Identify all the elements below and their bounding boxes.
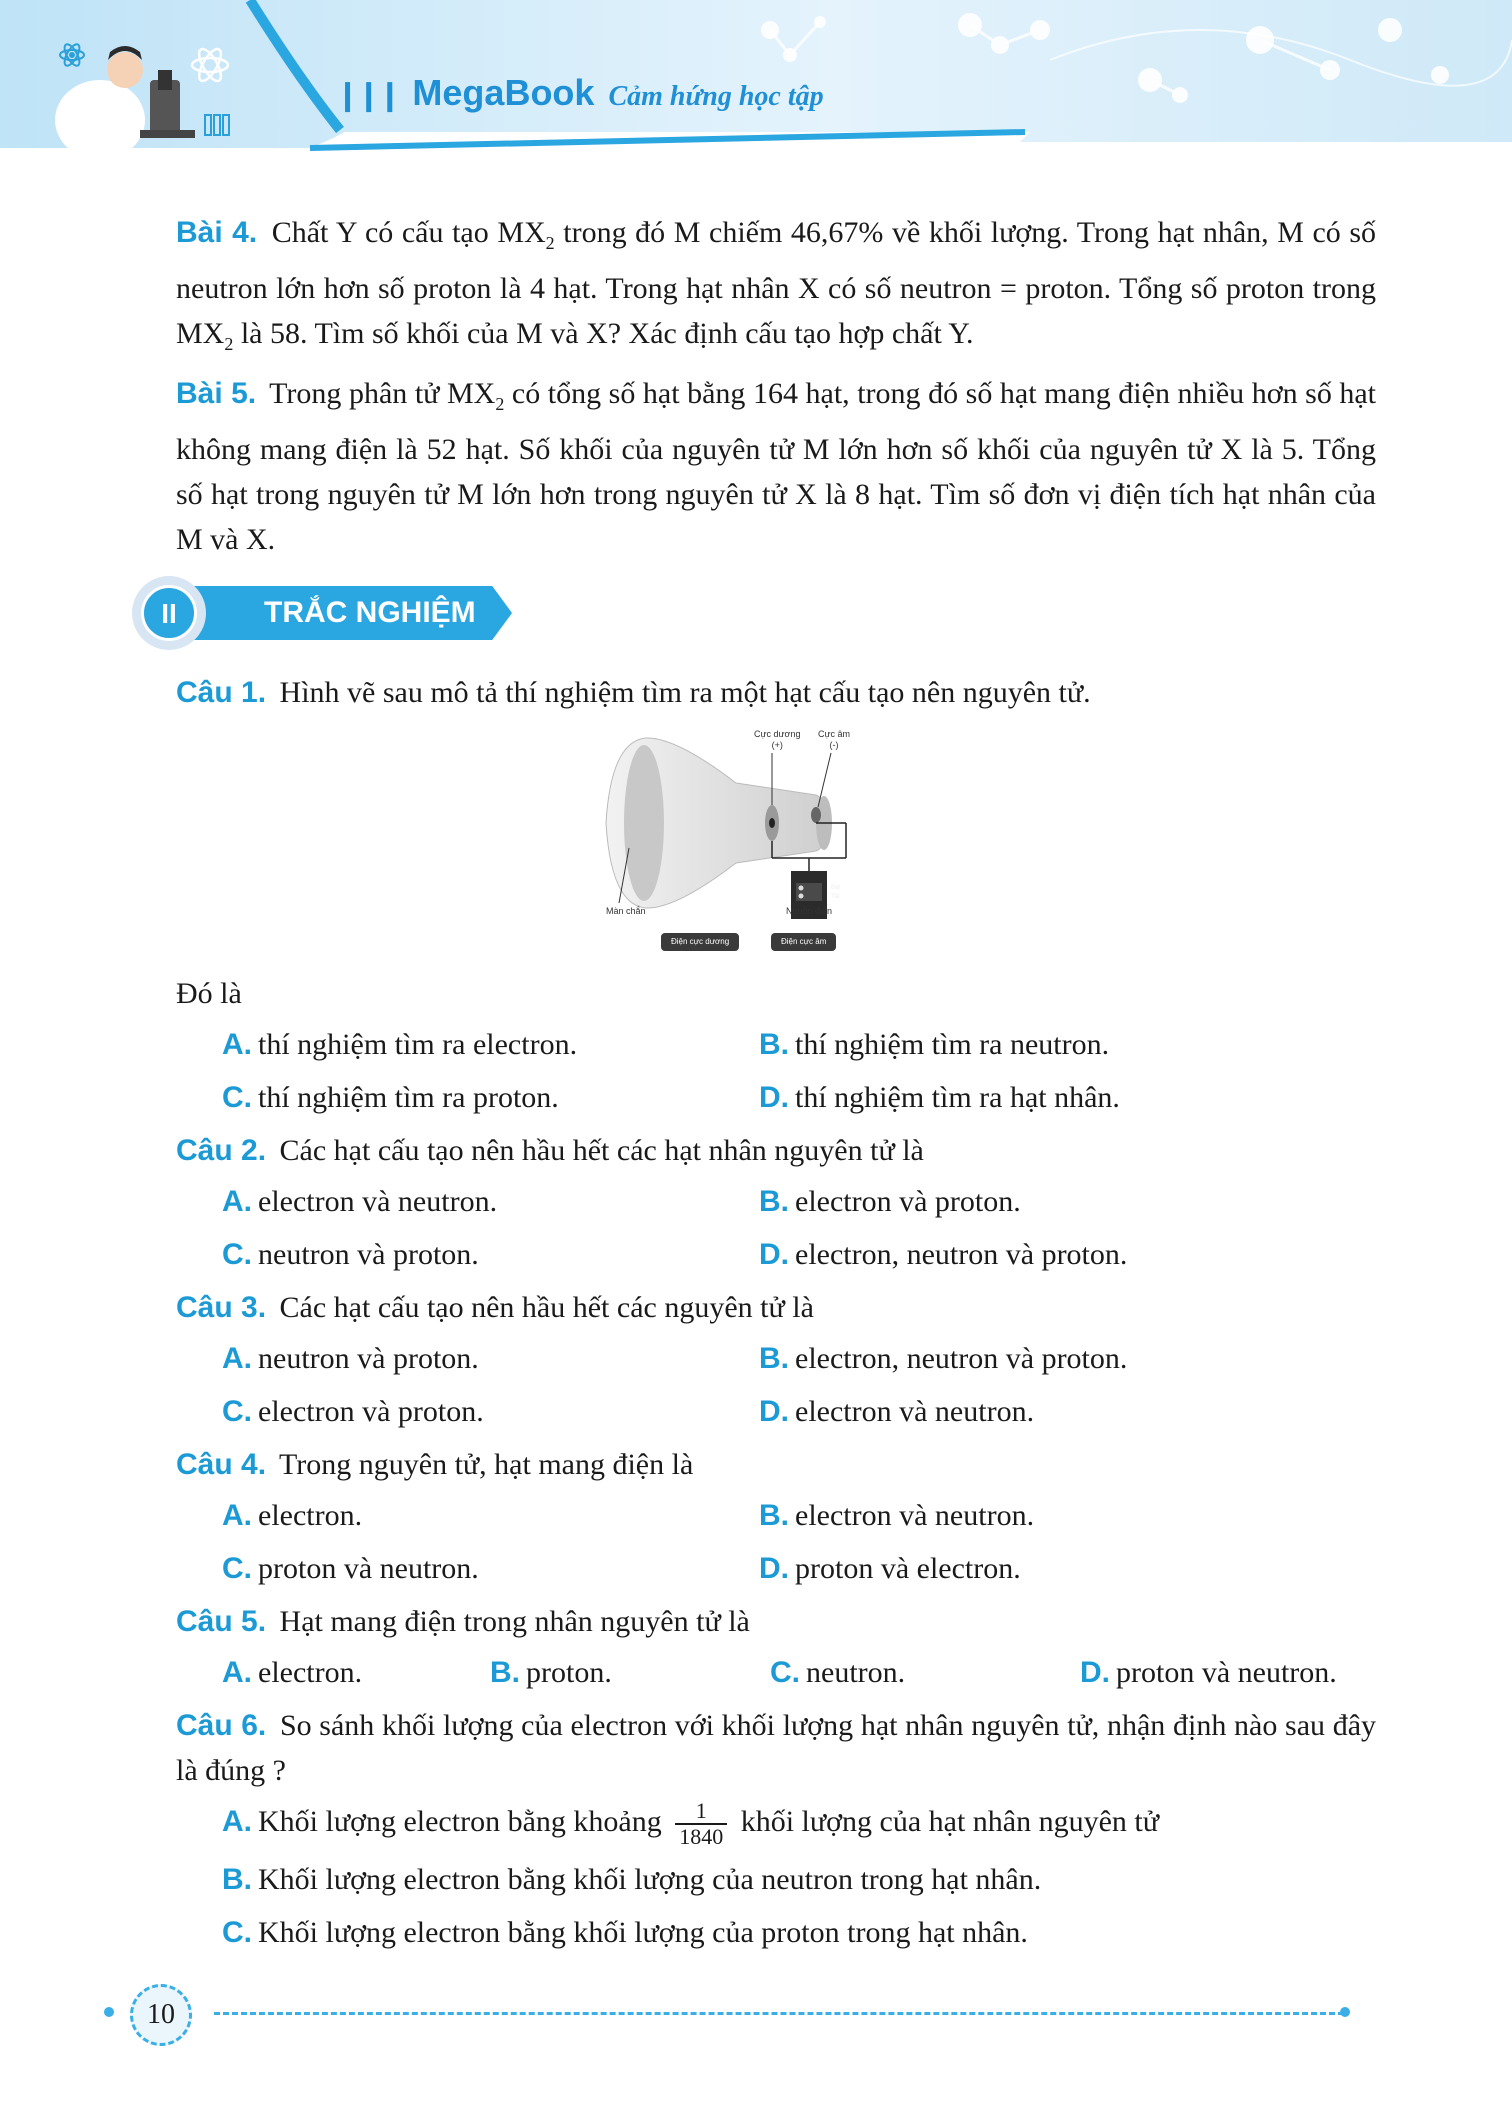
exercise-text: là 58. Tìm số khối của M và X? Xác định cấu tạo hợp chất Y. <box>240 317 974 350</box>
option-c[interactable]: C. electron và proton. <box>222 1395 484 1428</box>
option-b[interactable]: B. thí nghiệm tìm ra neutron. <box>759 1028 1110 1061</box>
brand-logo <box>335 72 824 114</box>
cathode-ray-tube-illustration <box>586 723 966 963</box>
switch-off-label: Tắt <box>831 894 840 900</box>
question-1 <box>176 670 1376 1120</box>
option-a[interactable]: A. electron. <box>222 1499 363 1532</box>
answer-options <box>176 1022 1376 1120</box>
formula <box>446 377 505 414</box>
option-c[interactable]: C. thí nghiệm tìm ra proton. <box>222 1081 559 1114</box>
exercise-text: Trong phân tử <box>269 377 440 410</box>
brand-bars-icon: ❙❙❙ <box>335 78 399 113</box>
question-label: Câu 1. <box>176 676 267 709</box>
formula-base: MX <box>446 377 496 410</box>
question-text: Các hạt cấu tạo nên hầu hết các nguyên tử là <box>279 1291 814 1324</box>
formula <box>497 216 555 253</box>
option-b[interactable]: B. electron, neutron và proton. <box>759 1342 1128 1375</box>
exercise-label: Bài 4. <box>176 216 258 249</box>
option-d[interactable]: D. proton và electron. <box>759 1552 1021 1585</box>
switch-on-label: Bật <box>831 885 841 891</box>
answer-options <box>176 1493 1376 1591</box>
answer-options <box>176 1799 1376 1955</box>
question-label: Câu 4. <box>176 1448 267 1481</box>
option-c[interactable]: C. proton và neutron. <box>222 1552 479 1585</box>
exercise-bai-5 <box>176 371 1376 562</box>
option-b[interactable]: B. proton. <box>490 1656 612 1689</box>
question-stem <box>176 1599 1376 1644</box>
option-a[interactable]: A. electron và neutron. <box>222 1185 498 1218</box>
question-stem <box>176 1285 1376 1330</box>
exercise-text: trong đó M chiếm 46,67% về khối lượng. Trong hạt nhân, M có số neutron lớn hơn số proton là 4 hạt. Trong hạt nhân X có số neutron = proton. Tổng số proton trong <box>176 216 1377 305</box>
section-number-badge <box>132 576 206 650</box>
option-d[interactable]: D. thí nghiệm tìm ra hạt nhân. <box>759 1081 1120 1114</box>
question-text: Hạt mang điện trong nhân nguyên tử là <box>279 1605 750 1638</box>
footer-dot-icon <box>104 2007 114 2017</box>
question-2 <box>176 1128 1376 1277</box>
exercise-text: có tổng số hạt bằng 164 hạt, trong đó số hạt mang điện nhiều hơn số hạt không mang điện là 52 hạt. Số khối của nguyên tử M lớn hơn số khối của nguyên tử X là 5. Tổng số hạt trong nguyên tử M lớn hơn trong nguyên tử X là 8 hạt. Tìm số đơn vị điện tích hạt nhân của M và X. <box>176 377 1377 556</box>
question-6 <box>176 1703 1376 1955</box>
exercise-label: Bài 5. <box>176 377 257 410</box>
option-b[interactable]: B. electron và proton. <box>759 1185 1021 1218</box>
formula-base: MX <box>497 216 546 249</box>
option-a[interactable]: A. electron. <box>222 1656 363 1689</box>
exercise-bai-4 <box>176 210 1376 367</box>
section-heading <box>132 576 1376 664</box>
page-content <box>161 210 1377 1963</box>
footer-dashed-line <box>214 2012 1344 2015</box>
option-a[interactable]: A. thí nghiệm tìm ra electron. <box>222 1028 578 1061</box>
anode-label: Cực dương (+) <box>754 729 801 750</box>
section-title: TRẮC NGHIỆM <box>264 596 476 629</box>
question-label: Câu 2. <box>176 1134 267 1167</box>
formula-subscript: 2 <box>224 334 234 354</box>
footer-dot-icon <box>1340 2007 1350 2017</box>
cathode-ray-tube-figure <box>586 723 966 963</box>
formula-subscript: 2 <box>495 394 505 414</box>
question-stem <box>176 1128 1376 1173</box>
option-c[interactable]: C. neutron và proton. <box>222 1238 479 1271</box>
question-4 <box>176 1442 1376 1591</box>
question-text: Các hạt cấu tạo nên hầu hết các hạt nhân nguyên tử là <box>279 1134 924 1167</box>
power-source-label: Nguồn điện <box>786 906 833 916</box>
option-a[interactable]: A. Khối lượng electron bằng khoảng $\frac{1}{1840}$ khối lượng của hạt nhân nguyên tử <box>222 1798 1160 1850</box>
question-text: Trong nguyên tử, hạt mang điện là <box>279 1448 694 1481</box>
question-stem <box>176 1442 1376 1487</box>
question-label: Câu 3. <box>176 1291 267 1324</box>
brand-slogan: Cảm hứng học tập <box>608 81 824 112</box>
page-header <box>0 0 1512 160</box>
option-a[interactable]: A. neutron và proton. <box>222 1342 479 1375</box>
anode-electrode-button[interactable]: Điện cực dương <box>661 933 739 951</box>
page-number: 10 <box>130 1984 192 2046</box>
question-text: So sánh khối lượng của electron với khối lượng hạt nhân nguyên tử, nhận định nào sau đây là đúng ? <box>176 1709 1377 1787</box>
section-numeral: II <box>141 585 197 641</box>
question-5 <box>176 1599 1376 1695</box>
formula-base: MX <box>176 317 225 350</box>
answer-options <box>176 1650 1376 1695</box>
question-stem <box>176 670 1376 715</box>
option-b[interactable]: B. electron và neutron. <box>759 1499 1035 1532</box>
question-stem <box>176 1703 1376 1793</box>
formula <box>176 317 234 354</box>
question-label: Câu 5. <box>176 1605 267 1638</box>
cathode-label: Cực âm (-) <box>818 729 851 750</box>
screen-label: Màn chắn <box>606 906 646 916</box>
option-c[interactable]: C. Khối lượng electron bằng khối lượng của proton trong hạt nhân. <box>222 1916 1028 1950</box>
question-label: Câu 6. <box>176 1709 267 1742</box>
exercise-text: Chất Y có cấu tạo <box>271 216 489 249</box>
option-d[interactable]: D. electron và neutron. <box>759 1395 1035 1428</box>
page-footer <box>104 1984 1344 2044</box>
formula-subscript: 2 <box>545 233 555 253</box>
option-b[interactable]: B. Khối lượng electron bằng khối lượng của neutron trong hạt nhân. <box>222 1863 1042 1897</box>
answer-options <box>176 1336 1376 1434</box>
question-stem-tail: Đó là <box>176 977 242 1010</box>
option-c[interactable]: C. neutron. <box>770 1656 906 1689</box>
answer-options <box>176 1179 1376 1277</box>
cathode-electrode-button[interactable]: Điện cực âm <box>771 933 836 951</box>
brand-name: MegaBook <box>412 72 595 113</box>
option-d[interactable]: D. electron, neutron và proton. <box>759 1238 1128 1271</box>
question-3 <box>176 1285 1376 1434</box>
fraction: $\frac{1}{1840}$ <box>675 1799 727 1849</box>
option-d[interactable]: D. proton và neutron. <box>1080 1656 1337 1689</box>
question-text: Hình vẽ sau mô tả thí nghiệm tìm ra một hạt cấu tạo nên nguyên tử. <box>279 676 1091 709</box>
